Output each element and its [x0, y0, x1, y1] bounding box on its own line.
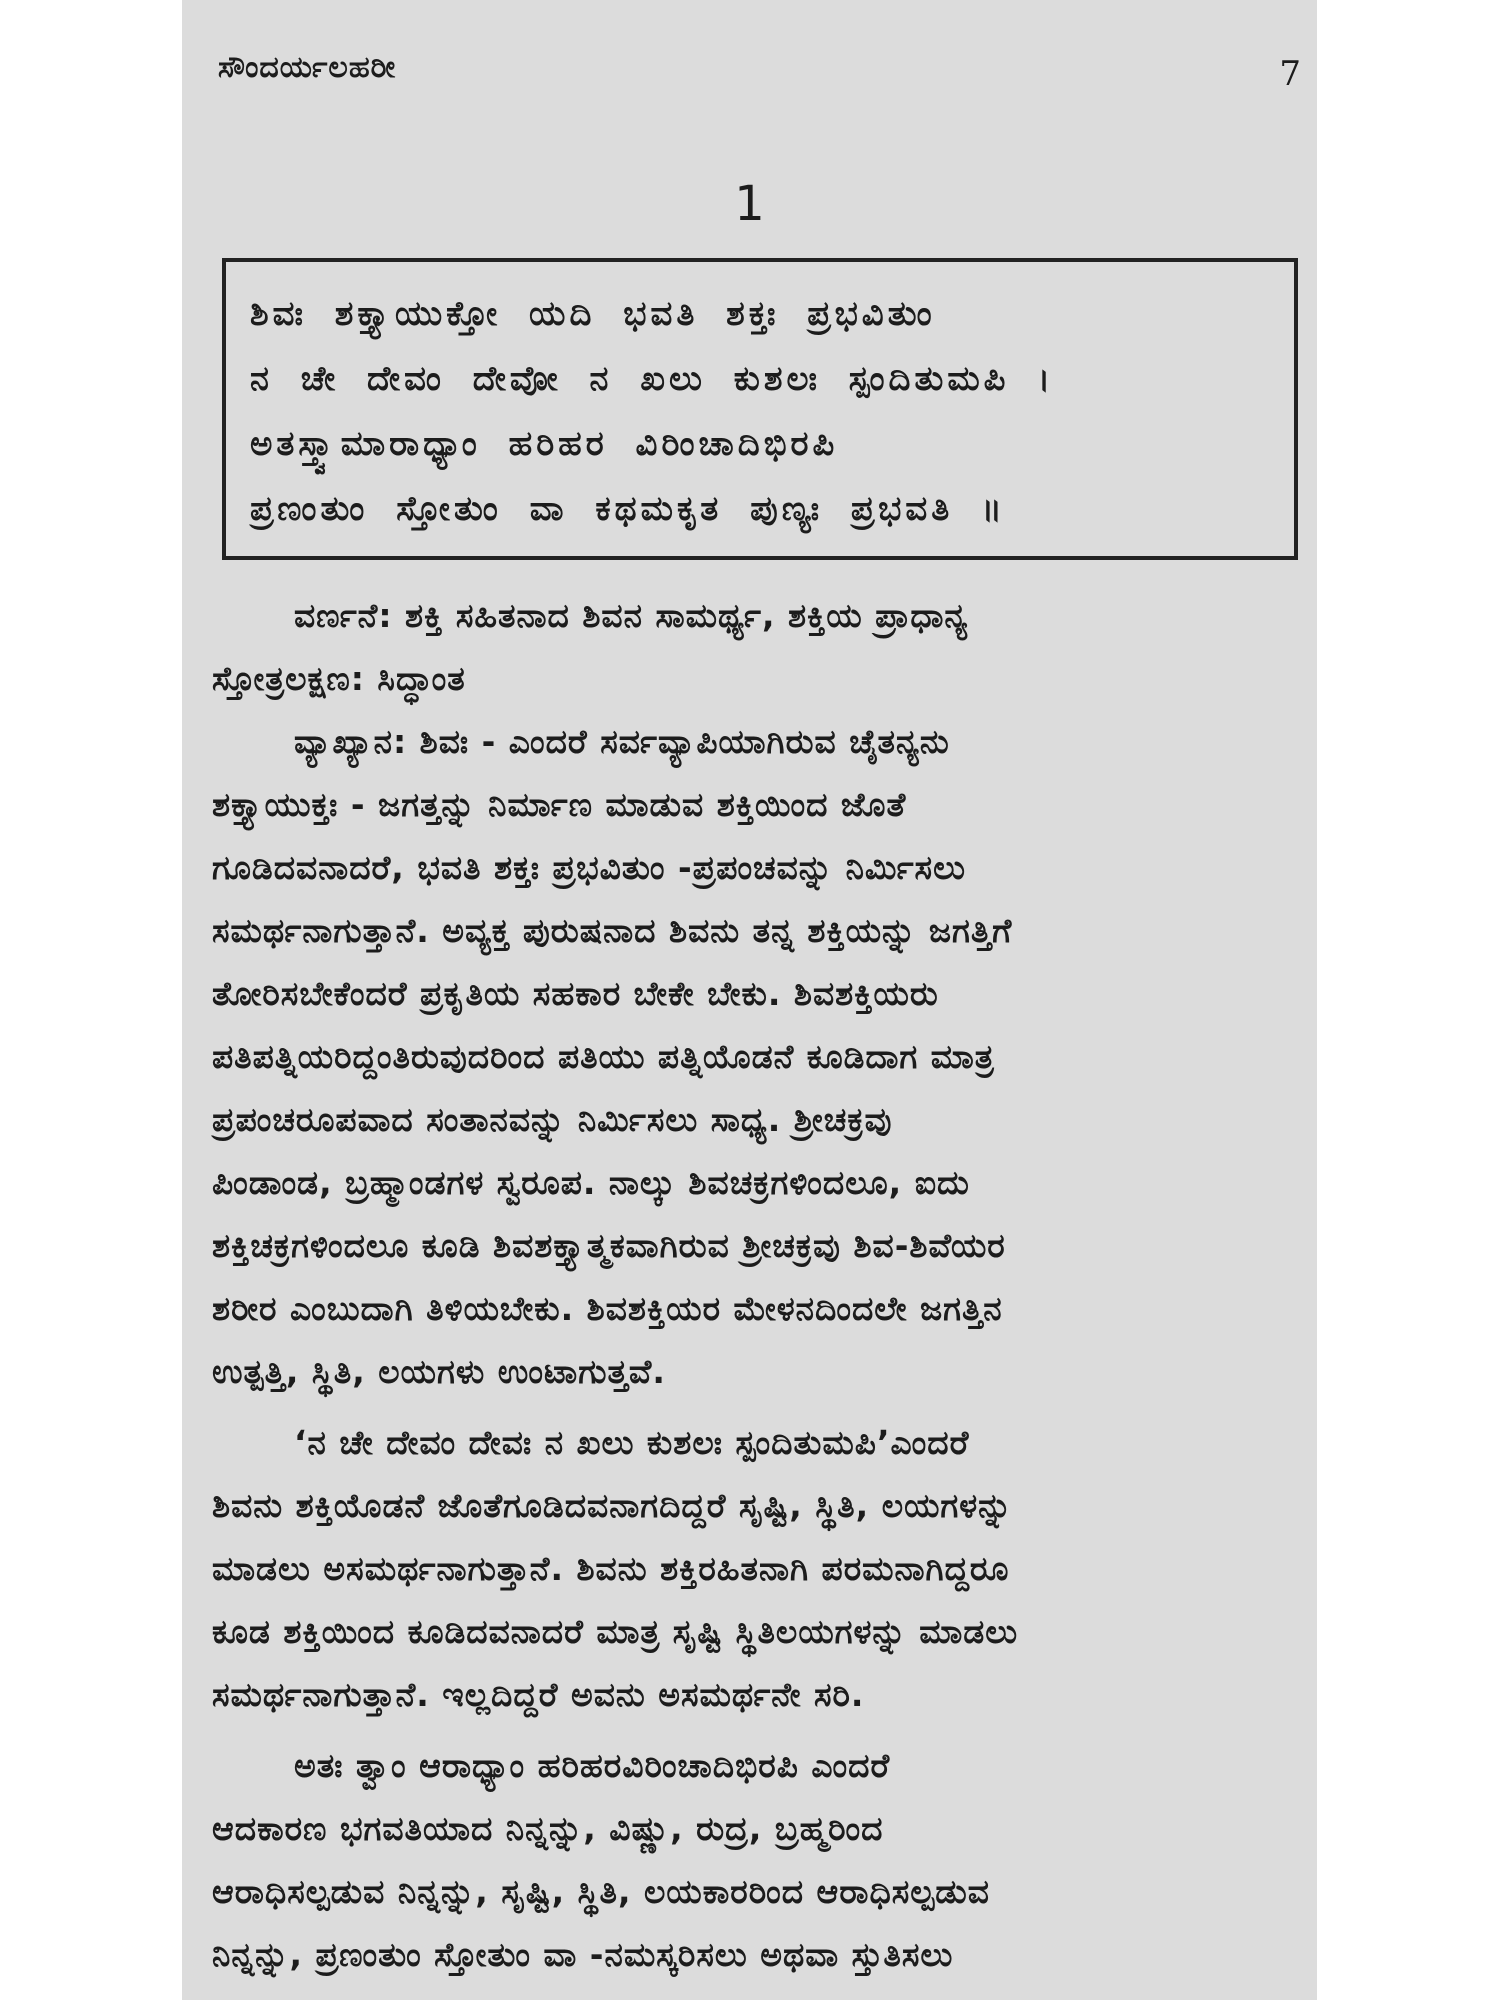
verse-line: ಶಿವಃ ಶಕ್ತ್ಯಾಯುಕ್ತೋ ಯದಿ ಭವತಿ ಶಕ್ತಃ ಪ್ರಭವಿತುಂ	[250, 294, 936, 334]
body-line: ತೋರಿಸಬೇಕೆಂದರೆ ಪ್ರಕೃತಿಯ ಸಹಕಾರ ಬೇಕೇ ಬೇಕು. ಶಿವಶಕ್ತಿಯರು	[212, 974, 939, 1013]
commentary-text	[212, 584, 1302, 1986]
body-line: ಪ್ರಪಂಚರೂಪವಾದ ಸಂತಾನವನ್ನು ನಿರ್ಮಿಸಲು ಸಾಧ್ಯ. ಶ್ರೀಚಕ್ರವು	[212, 1100, 893, 1139]
verse-number: 1	[734, 176, 765, 232]
body-line: ಮಾಡಲು ಅಸಮರ್ಥನಾಗುತ್ತಾನೆ. ಶಿವನು ಶಕ್ತಿರಹಿತನಾಗಿ ಪರಮನಾಗಿದ್ದರೂ	[212, 1549, 1010, 1588]
body-line: ಸಮರ್ಥನಾಗುತ್ತಾನೆ. ಅವ್ಯಕ್ತ ಪುರುಷನಾದ ಶಿವನು ತನ್ನ ಶಕ್ತಿಯನ್ನು ಜಗತ್ತಿಗೆ	[212, 911, 1013, 950]
body-line: ಪಿಂಡಾಂಡ, ಬ್ರಹ್ಮಾಂಡಗಳ ಸ್ವರೂಪ. ನಾಲ್ಕು ಶಿವಚಕ್ರಗಳಿಂದಲೂ, ಐದು	[212, 1163, 970, 1202]
description-line: ವರ್ಣನೆ: ಶಕ್ತಿ ಸಹಿತನಾದ ಶಿವನ ಸಾಮರ್ಥ್ಯ, ಶಕ್ತಿಯ ಪ್ರಾಧಾನ್ಯ	[294, 596, 969, 635]
body-line: ಕೂಡ ಶಕ್ತಿಯಿಂದ ಕೂಡಿದವನಾದರೆ ಮಾತ್ರ ಸೃಷ್ಟಿ ಸ್ಥಿತಿಲಯಗಳನ್ನು ಮಾಡಲು	[212, 1612, 1019, 1651]
body-line: ಶಿವನು ಶಕ್ತಿಯೊಡನೆ ಜೊತೆಗೂಡಿದವನಾಗದಿದ್ದರೆ ಸೃಷ್ಟಿ, ಸ್ಥಿತಿ, ಲಯಗಳನ್ನು	[212, 1486, 1013, 1525]
body-line: ಉತ್ಪತ್ತಿ, ಸ್ಥಿತಿ, ಲಯಗಳು ಉಂಟಾಗುತ್ತವೆ.	[212, 1352, 666, 1391]
page-number: 7	[1279, 54, 1301, 94]
verse-line: ಪ್ರಣಂತುಂ ಸ್ತೋತುಂ ವಾ ಕಥಮಕೃತ ಪುಣ್ಯಃ ಪ್ರಭವತಿ ॥	[250, 489, 1006, 529]
body-line: ಶರೀರ ಎಂಬುದಾಗಿ ತಿಳಿಯಬೇಕು. ಶಿವಶಕ್ತಿಯರ ಮೇಳನದಿಂದಲೇ ಜಗತ್ತಿನ	[212, 1289, 1003, 1328]
body-line: ನಿನ್ನನ್ನು, ಪ್ರಣಂತುಂ ಸ್ತೋತುಂ ವಾ -ನಮಸ್ಕರಿಸಲು ಅಥವಾ ಸ್ತುತಿಸಲು	[212, 1935, 954, 1974]
book-page	[182, 0, 1317, 2000]
running-title: ಸೌಂದರ್ಯಲಹರೀ	[218, 50, 397, 85]
body-line: ಗೂಡಿದವನಾದರೆ, ಭವತಿ ಶಕ್ತಃ ಪ್ರಭವಿತುಂ -ಪ್ರಪಂಚವನ್ನು ನಿರ್ಮಿಸಲು	[212, 848, 966, 887]
body-line: ಆದಕಾರಣ ಭಗವತಿಯಾದ ನಿನ್ನನ್ನು, ವಿಷ್ಣು, ರುದ್ರ, ಬ್ರಹ್ಮರಿಂದ	[212, 1809, 884, 1848]
body-line: ‘ನ ಚೇ ದೇವಂ ದೇವಃ ನ ಖಲು ಕುಶಲಃ ಸ್ಪಂದಿತುಮಪಿ’ಎಂದರೆ	[294, 1423, 970, 1462]
body-line: ಅತಃ ತ್ವಾಂ ಆರಾಧ್ಯಾಂ ಹರಿಹರವಿರಿಂಚಾದಿಭಿರಪಿ ಎಂದರೆ	[294, 1746, 891, 1785]
body-line: ವ್ಯಾಖ್ಯಾನ: ಶಿವಃ - ಎಂದರೆ ಸರ್ವವ್ಯಾಪಿಯಾಗಿರುವ ಚೈತನ್ಯನು	[294, 722, 950, 761]
stotra-lakshana-line: ಸ್ತೋತ್ರಲಕ್ಷಣ: ಸಿದ್ಧಾಂತ	[212, 659, 466, 698]
body-line: ಆರಾಧಿಸಲ್ಪಡುವ ನಿನ್ನನ್ನು, ಸೃಷ್ಟಿ, ಸ್ಥಿತಿ, ಲಯಕಾರರಿಂದ ಆರಾಧಿಸಲ್ಪಡುವ	[212, 1872, 990, 1911]
body-line: ಸಮರ್ಥನಾಗುತ್ತಾನೆ. ಇಲ್ಲದಿದ್ದರೆ ಅವನು ಅಸಮರ್ಥನೇ ಸರಿ.	[212, 1675, 865, 1714]
body-line: ಶಕ್ತ್ಯಾಯುಕ್ತಃ - ಜಗತ್ತನ್ನು ನಿರ್ಮಾಣ ಮಾಡುವ ಶಕ್ತಿಯಿಂದ ಜೊತೆ	[212, 785, 907, 824]
verse-line: ನ ಚೇ ದೇವಂ ದೇವೋ ನ ಖಲು ಕುಶಲಃ ಸ್ಪಂದಿತುಮಪಿ ।	[250, 359, 1055, 399]
verse-box	[222, 258, 1298, 560]
verse-line: ಅತಸ್ತ್ವಾಮಾರಾಧ್ಯಾಂ ಹರಿಹರ ವಿರಿಂಚಾದಿಭಿರಪಿ	[250, 424, 839, 464]
body-line: ಪತಿಪತ್ನಿಯರಿದ್ದಂತಿರುವುದರಿಂದ ಪತಿಯು ಪತ್ನಿಯೊಡನೆ ಕೂಡಿದಾಗ ಮಾತ್ರ	[212, 1037, 995, 1076]
body-line: ಶಕ್ತಿಚಕ್ರಗಳಿಂದಲೂ ಕೂಡಿ ಶಿವಶಕ್ತ್ಯಾತ್ಮಕವಾಗಿರುವ ಶ್ರೀಚಕ್ರವು ಶಿವ-ಶಿವೆಯರ	[212, 1226, 1006, 1265]
